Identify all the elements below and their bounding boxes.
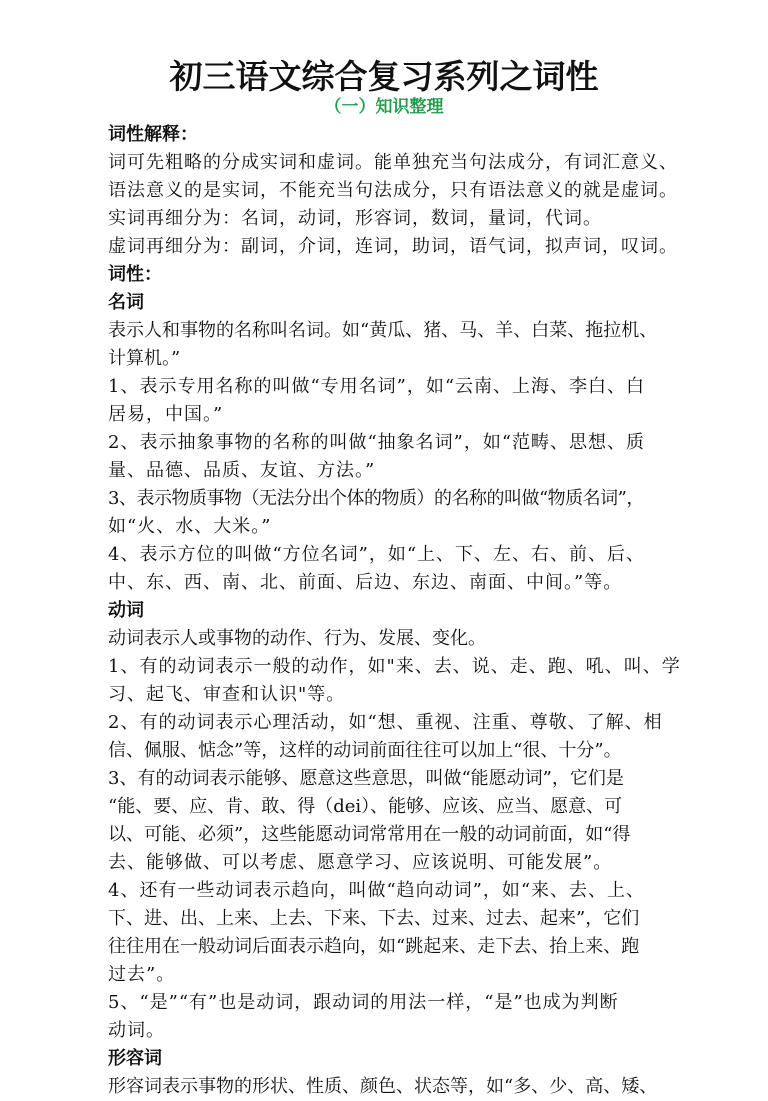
body-line: 习、起飞、审查和认识"等。 <box>108 684 346 705</box>
body-line: 动词表示人或事物的动作、行为、发展、变化。 <box>108 628 486 649</box>
body-line: 居易，中国。” <box>108 404 224 425</box>
body-line: 去、能够做、可以考虑、愿意学习、应该说明、可能发展”。 <box>108 852 613 873</box>
body-line: 形容词表示事物的形状、性质、颜色、状态等，如“多、少、高、矮、 <box>108 1076 658 1097</box>
body-line: 4、还有一些动词表示趋向，叫做“趋向动词”，如“来、去、上、 <box>108 880 646 901</box>
heading-parts-of-speech: 词性： <box>108 264 162 285</box>
body-line: 实词再细分为：名词，动词，形容词，数词，量词，代词。 <box>108 208 602 229</box>
document-title: 初三语文综合复习系列之词性 <box>169 57 599 96</box>
document-body <box>108 121 681 1101</box>
body-line: 3、有的动词表示能够、愿意这些意思，叫做“能愿动词”，它们是 <box>108 768 624 789</box>
body-line: 2、表示抽象事物的名称的叫做“抽象名词”，如“范畴、思想、质 <box>108 432 646 453</box>
body-line: 往往用在一般动词后面表示趋向，如“跳起来、走下去、抬上来、跑 <box>108 936 640 957</box>
body-line: “能、要、应、肯、敢、得（dei）、能够、应该、应当、愿意、可 <box>108 796 623 817</box>
body-line: 5、“是”“有”也是动词，跟动词的用法一样，“是”也成为判断 <box>108 992 619 1013</box>
body-line: 4、表示方位的叫做“方位名词”，如“上、下、左、右、前、后、 <box>108 544 646 565</box>
body-line: 中、东、西、南、北、前面、后边、东边、南面、中间。”等。 <box>108 572 623 593</box>
body-line: 信、佩服、惦念”等，这样的动词前面往往可以加上“很、十分”。 <box>108 740 622 761</box>
body-line: 词可先粗略的分成实词和虚词。能单独充当句法成分，有词汇意义、 <box>108 152 678 173</box>
body-line: 虚词再细分为：副词，介词，连词，助词，语气词，拟声词，叹词。 <box>108 236 678 257</box>
body-line: 1、有的动词表示一般的动作，如"来、去、说、走、跑、吼、叫、学 <box>108 656 681 677</box>
heading-verb: 动词 <box>108 600 144 621</box>
body-line: 3、表示物质事物（无法分出个体的物质）的名称的叫做“物质名词”， <box>108 488 644 509</box>
heading-noun: 名词 <box>108 292 144 313</box>
heading-adjective: 形容词 <box>108 1048 162 1069</box>
body-line: 1、表示专用名称的叫做“专用名词”，如“云南、上海、李白、白 <box>108 376 646 397</box>
body-line: 动词。 <box>108 1020 165 1041</box>
body-line: 如“火、水、大米。” <box>108 516 272 537</box>
heading-explanation: 词性解释： <box>108 124 198 145</box>
body-line: 语法意义的是实词，不能充当句法成分，只有语法意义的就是虚词。 <box>108 180 678 201</box>
body-line: 2、有的动词表示心理活动，如“想、重视、注重、尊敬、了解、相 <box>108 712 663 733</box>
body-line: 表示人和事物的名称叫名词。如“黄瓜、猪、马、羊、白菜、拖拉机、 <box>108 320 658 341</box>
body-line: 量、品德、品质、友谊、方法。” <box>108 460 376 481</box>
document-subtitle: （一）知识整理 <box>324 97 444 117</box>
body-line: 以、可能、必须”，这些能愿动词常常用在一般的动词前面，如“得 <box>108 824 631 845</box>
body-line: 过去”。 <box>108 964 176 985</box>
body-line: 计算机。” <box>108 348 181 369</box>
body-line: 下、进、出、上来、上去、下来、下去、过来、过去、起来”，它们 <box>108 908 640 929</box>
